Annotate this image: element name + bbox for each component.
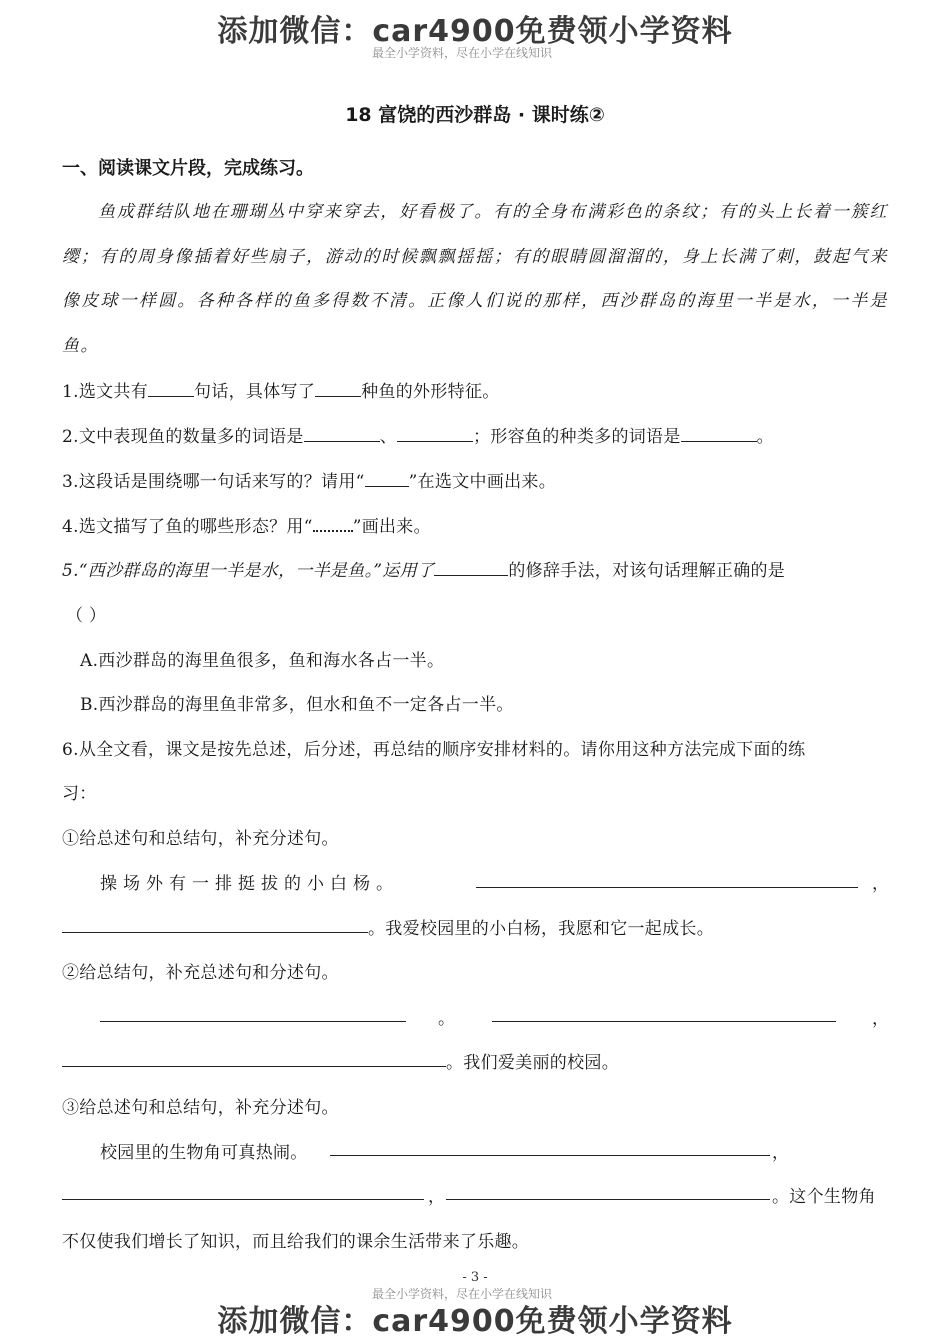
watermark-banner-top: 添加微信：car4900免费领小学资料 bbox=[217, 14, 733, 49]
answer-line[interactable] bbox=[62, 1066, 446, 1067]
answer-line[interactable] bbox=[62, 1199, 424, 1200]
answer-blank[interactable] bbox=[397, 423, 473, 442]
answer-blank[interactable] bbox=[681, 423, 757, 442]
subtask-1-label: ①给总述句和总结句，补充分述句。 bbox=[62, 829, 339, 849]
answer-blank[interactable] bbox=[315, 378, 361, 397]
question-2: 2.文中表现鱼的数量多的词语是 、 ；形容鱼的种类多的词语是 。 bbox=[62, 422, 774, 447]
comma: ， bbox=[872, 1009, 890, 1029]
faint-footer-text: 最全小学资料，尽在小学在线知识 bbox=[372, 1287, 553, 1301]
reading-passage: 鱼成群结队地在珊瑚丛中穿来穿去，好看极了。有的全身布满彩色的条纹；有的头上长着一簇红缨；有的周身像插着好些扇子，游动的时候飘飘摇摇；有的眼睛圆溜溜的，身上长满了刺，鼓起气来像皮球一样圆。各种各样的鱼多得数不清。正像人们说的那样，西沙群岛的海里一半是水，一半是鱼。 bbox=[62, 202, 888, 356]
underline-mark bbox=[365, 468, 409, 487]
answer-line[interactable] bbox=[476, 887, 858, 888]
comma: ， bbox=[872, 874, 890, 894]
answer-blank[interactable] bbox=[434, 557, 508, 576]
comma: ， bbox=[428, 1187, 446, 1207]
page-number: - 3 - bbox=[462, 1270, 488, 1285]
question-1: 1.选文共有 句话，具体写了 种鱼的外形特征。 bbox=[62, 377, 500, 402]
comma: ， bbox=[772, 1143, 790, 1163]
answer-line[interactable] bbox=[62, 932, 368, 933]
question-6: 6.从全文看，课文是按先总述，后分述，再总结的顺序安排材料的。请你用这种方法完成下面的练 bbox=[62, 740, 806, 760]
page-title: 18 富饶的西沙群岛 · 课时练② bbox=[345, 104, 605, 126]
section-heading: 一、阅读课文片段，完成练习。 bbox=[62, 158, 314, 179]
choice-parentheses[interactable]: （ ） bbox=[66, 606, 107, 626]
question-6-cont: 习： bbox=[62, 784, 97, 804]
answer-line[interactable] bbox=[492, 1021, 836, 1022]
answer-line[interactable] bbox=[330, 1155, 770, 1156]
question-3: 3.这段话是围绕哪一句话来写的？请用“ ”在选文中画出来。 bbox=[62, 467, 556, 492]
question-4: 4.选文描写了鱼的哪些形态？用“ ”画出来。 bbox=[62, 512, 431, 537]
answer-blank[interactable] bbox=[304, 423, 380, 442]
answer-line[interactable] bbox=[100, 1021, 406, 1022]
question-5: 5.“西沙群岛的海里一半是水，一半是鱼。”运用了 的修辞手法，对该句话理解正确的是 bbox=[62, 556, 785, 581]
period: 。 bbox=[438, 1009, 456, 1029]
subtask-2-tail: 。我们爱美丽的校园。 bbox=[446, 1053, 619, 1073]
watermark-banner-bottom: 添加微信：car4900免费领小学资料 bbox=[217, 1304, 733, 1339]
option-b: B.西沙群岛的海里鱼非常多，但水和鱼不一定各占一半。 bbox=[80, 695, 514, 715]
answer-blank[interactable] bbox=[148, 378, 194, 397]
subtask-3-lead: 校园里的生物角可真热闹。 bbox=[100, 1143, 308, 1163]
wavy-line-mark bbox=[313, 512, 353, 532]
option-a: A.西沙群岛的海里鱼很多，鱼和海水各占一半。 bbox=[80, 651, 445, 671]
subtask-2-label: ②给总结句，补充总述句和分述句。 bbox=[62, 963, 339, 983]
faint-header-text: 最全小学资料，尽在小学在线知识 bbox=[372, 46, 553, 60]
answer-line[interactable] bbox=[446, 1199, 770, 1200]
subtask-3-tail: 。这个生物角 bbox=[772, 1187, 876, 1207]
subtask-1-lead: 操 场 外 有 一 排 挺 拔 的 小 白 杨 。 bbox=[100, 874, 394, 894]
subtask-3-label: ③给总述句和总结句，补充分述句。 bbox=[62, 1098, 339, 1118]
subtask-3-last: 不仅使我们增长了知识，而且给我们的课余生活带来了乐趣。 bbox=[62, 1232, 530, 1252]
subtask-1-tail: 。我爱校园里的小白杨，我愿和它一起成长。 bbox=[368, 919, 714, 939]
